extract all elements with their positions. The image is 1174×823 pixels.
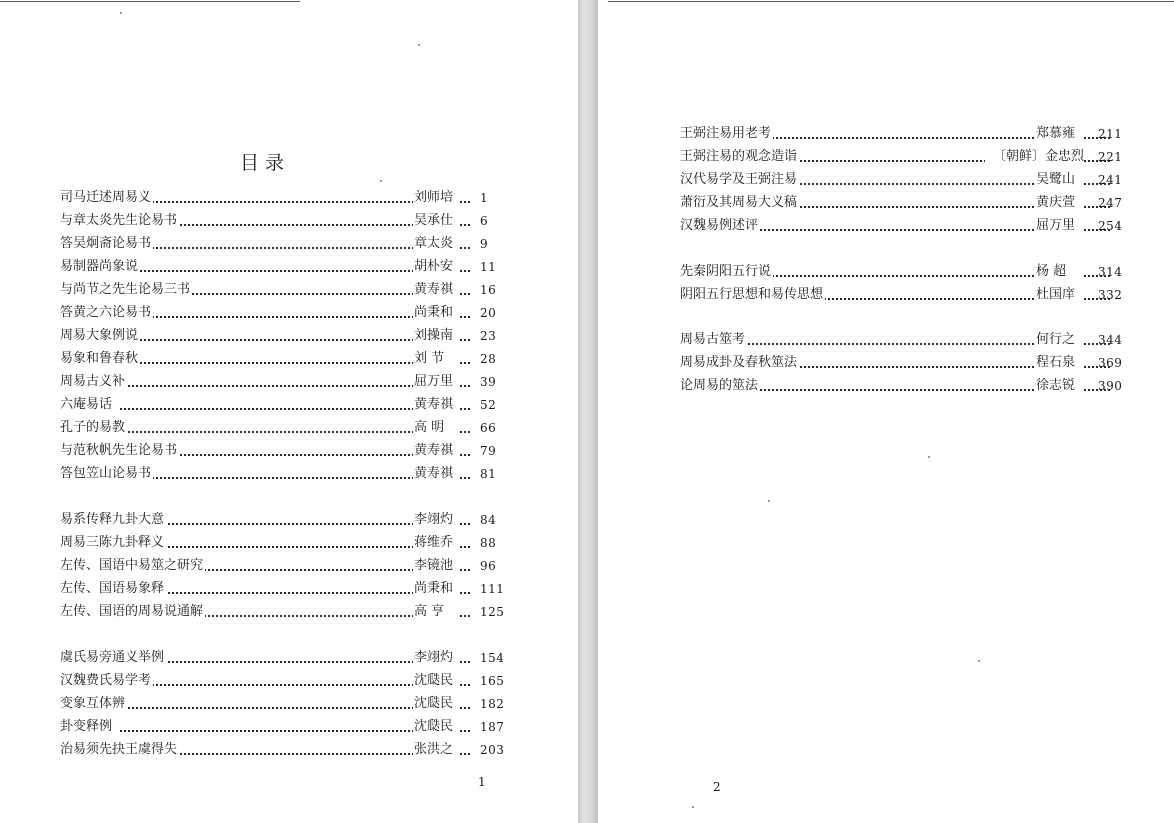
toc-entry-author: 徐志锐 bbox=[1035, 376, 1082, 396]
toc-entry-title: 答黄之六论易书 bbox=[60, 303, 153, 323]
toc-entry-page: 39 bbox=[480, 375, 497, 389]
toc-entry-author: 高 明 bbox=[413, 418, 460, 438]
toc-entry-author: 李翊灼 bbox=[413, 648, 460, 668]
toc-entry-page: 111 bbox=[480, 582, 505, 596]
toc-entry-author: 杨 超 bbox=[1035, 262, 1082, 282]
toc-entry-title: 易制器尚象说 bbox=[60, 257, 140, 277]
toc-entry-title: 易象和鲁春秋 bbox=[60, 349, 140, 369]
page-top-rule bbox=[0, 1, 300, 2]
toc-entry-page: 79 bbox=[480, 444, 497, 458]
toc-title: 目 录 bbox=[240, 152, 285, 174]
toc-entry-page: 9 bbox=[480, 237, 489, 251]
toc-entry-title: 变象互体辨 bbox=[60, 694, 127, 714]
toc-entry-title: 萧衍及其周易大义稿 bbox=[680, 193, 799, 213]
toc-entry-title: 阴阳五行思想和易传思想 bbox=[680, 285, 825, 305]
toc-entry-page: 187 bbox=[480, 720, 505, 734]
toc-entry-author: 刘操南 bbox=[413, 326, 460, 346]
scan-speck bbox=[692, 806, 694, 808]
toc-entry-title: 六庵易话 bbox=[60, 395, 114, 415]
scan-speck bbox=[380, 180, 382, 182]
toc-entry-author: 沈瓞民 bbox=[413, 671, 460, 691]
toc-entry-author: 吴承仕 bbox=[413, 211, 460, 231]
toc-entry-title: 先秦阴阳五行说 bbox=[680, 262, 773, 282]
toc-entry-title: 左传、国语中易筮之研究 bbox=[60, 556, 205, 576]
toc-entry-page: 81 bbox=[480, 467, 497, 481]
toc-entry-author: 高 亨 bbox=[413, 602, 460, 622]
toc-entry-page: 241 bbox=[1098, 173, 1123, 187]
toc-entry-author: 尚秉和 bbox=[413, 579, 460, 599]
toc-entry-page: 11 bbox=[480, 260, 497, 274]
toc-entry-title: 司马迁述周易义 bbox=[60, 188, 153, 208]
toc-entry-page: 344 bbox=[1098, 333, 1123, 347]
toc-entry-title: 与范秋帆先生论易书 bbox=[60, 441, 179, 461]
toc-entry-title: 左传、国语易象释 bbox=[60, 579, 166, 599]
toc-entry-title: 答包笠山论易书 bbox=[60, 464, 153, 484]
toc-entry-page: 52 bbox=[480, 398, 497, 412]
toc-entry-author: 屈万里 bbox=[413, 372, 460, 392]
toc-entry-author: 程石泉 bbox=[1035, 353, 1082, 373]
toc-entry-title: 虞氏易旁通义举例 bbox=[60, 648, 166, 668]
toc-entry-title: 治易须先抉王虞得失 bbox=[60, 740, 179, 760]
toc-entry-page: 221 bbox=[1098, 150, 1123, 164]
scan-speck bbox=[768, 500, 770, 502]
toc-entry-author: 黄寿祺 bbox=[413, 441, 460, 461]
toc-entry-page: 203 bbox=[480, 743, 505, 757]
toc-entry-title: 孔子的易教 bbox=[60, 418, 127, 438]
toc-entry-page: 23 bbox=[480, 329, 497, 343]
toc-entry-author: 郑慕雍 bbox=[1035, 124, 1082, 144]
toc-entry-title: 王弼注易用老考 bbox=[680, 124, 773, 144]
toc-entry-page: 182 bbox=[480, 697, 505, 711]
toc-entry-title: 左传、国语的周易说通解 bbox=[60, 602, 205, 622]
toc-entry-title: 与章太炎先生论易书 bbox=[60, 211, 179, 231]
toc-entry-author: 黄寿祺 bbox=[413, 395, 460, 415]
toc-entry-page: 20 bbox=[480, 306, 497, 320]
toc-entry-page: 254 bbox=[1098, 219, 1123, 233]
toc-entry-page: 154 bbox=[480, 651, 505, 665]
scan-speck bbox=[978, 660, 980, 662]
toc-entry-author: 黄寿祺 bbox=[413, 464, 460, 484]
toc-entry-author: 章太炎 bbox=[413, 234, 460, 254]
toc-entry-page: 369 bbox=[1098, 356, 1123, 370]
toc-entry-author: 何行之 bbox=[1035, 330, 1082, 350]
toc-entry-title: 论周易的筮法 bbox=[680, 376, 760, 396]
toc-entry-author: 沈瓞民 bbox=[413, 717, 460, 737]
toc-entry-page: 28 bbox=[480, 352, 497, 366]
toc-entry-author: 胡朴安 bbox=[413, 257, 460, 277]
toc-entry-page: 96 bbox=[480, 559, 497, 573]
toc-entry-title: 汉魏易例述评 bbox=[680, 216, 760, 236]
scan-speck bbox=[120, 12, 122, 14]
toc-entry-author: 李翊灼 bbox=[413, 510, 460, 530]
toc-entry-page: 211 bbox=[1098, 127, 1123, 141]
toc-entry-title: 王弼注易的观念造诣 bbox=[680, 147, 799, 167]
toc-entry-title: 周易大象例说 bbox=[60, 326, 140, 346]
toc-entry-title: 易系传释九卦大意 bbox=[60, 510, 166, 530]
toc-entry-author: 屈万里 bbox=[1035, 216, 1082, 236]
toc-entry-author: 李镜池 bbox=[413, 556, 460, 576]
toc-entry-author: 刘 节 bbox=[413, 349, 460, 369]
toc-entry-page: 1 bbox=[480, 191, 489, 205]
toc-entry-page: 125 bbox=[480, 605, 505, 619]
scan-speck bbox=[418, 44, 420, 46]
book-gutter bbox=[578, 0, 598, 823]
toc-entry-title: 卦变释例 bbox=[60, 717, 114, 737]
toc-entry-author: 蒋维乔 bbox=[413, 533, 460, 553]
toc-entry-page: 314 bbox=[1098, 265, 1123, 279]
right-page bbox=[598, 0, 1174, 823]
toc-entry-title: 周易古义补 bbox=[60, 372, 127, 392]
toc-entry-title: 周易古筮考 bbox=[680, 330, 747, 350]
scan-speck bbox=[928, 456, 930, 458]
left-page bbox=[0, 0, 578, 823]
toc-entry-title: 汉魏费氏易学考 bbox=[60, 671, 153, 691]
toc-entry-page: 88 bbox=[480, 536, 497, 550]
toc-entry-page: 247 bbox=[1098, 196, 1123, 210]
toc-entry-page: 16 bbox=[480, 283, 497, 297]
toc-entry-author: 杜国庠 bbox=[1035, 285, 1082, 305]
toc-entry-title: 周易成卦及春秋筮法 bbox=[680, 353, 799, 373]
toc-entry-page: 84 bbox=[480, 513, 497, 527]
toc-entry-author: 沈瓞民 bbox=[413, 694, 460, 714]
toc-entry-title: 与尚节之先生论易三书 bbox=[60, 280, 192, 300]
toc-entry-author: 黄寿祺 bbox=[413, 280, 460, 300]
toc-entry-author: 吴鹭山 bbox=[1035, 170, 1082, 190]
toc-entry-title: 答吴炯斋论易书 bbox=[60, 234, 153, 254]
toc-entry-page: 66 bbox=[480, 421, 497, 435]
toc-entry-author: 黄庆萱 bbox=[1035, 193, 1082, 213]
page-number: 1 bbox=[478, 775, 486, 789]
toc-entry-title: 周易三陈九卦释义 bbox=[60, 533, 166, 553]
toc-entry-title: 汉代易学及王弼注易 bbox=[680, 170, 799, 190]
page-top-rule bbox=[608, 1, 1174, 2]
toc-entry-page: 390 bbox=[1098, 379, 1123, 393]
toc-entry-author: 张洪之 bbox=[413, 740, 460, 760]
toc-entry-page: 332 bbox=[1098, 288, 1123, 302]
page-number: 2 bbox=[713, 780, 721, 794]
toc-entry-page: 165 bbox=[480, 674, 505, 688]
toc-entry-author: 尚秉和 bbox=[413, 303, 460, 323]
toc-entry-author: 刘师培 bbox=[413, 188, 460, 208]
toc-entry-author: 〔朝鲜〕金忠烈 bbox=[985, 147, 1084, 167]
toc-entry-page: 6 bbox=[480, 214, 489, 228]
